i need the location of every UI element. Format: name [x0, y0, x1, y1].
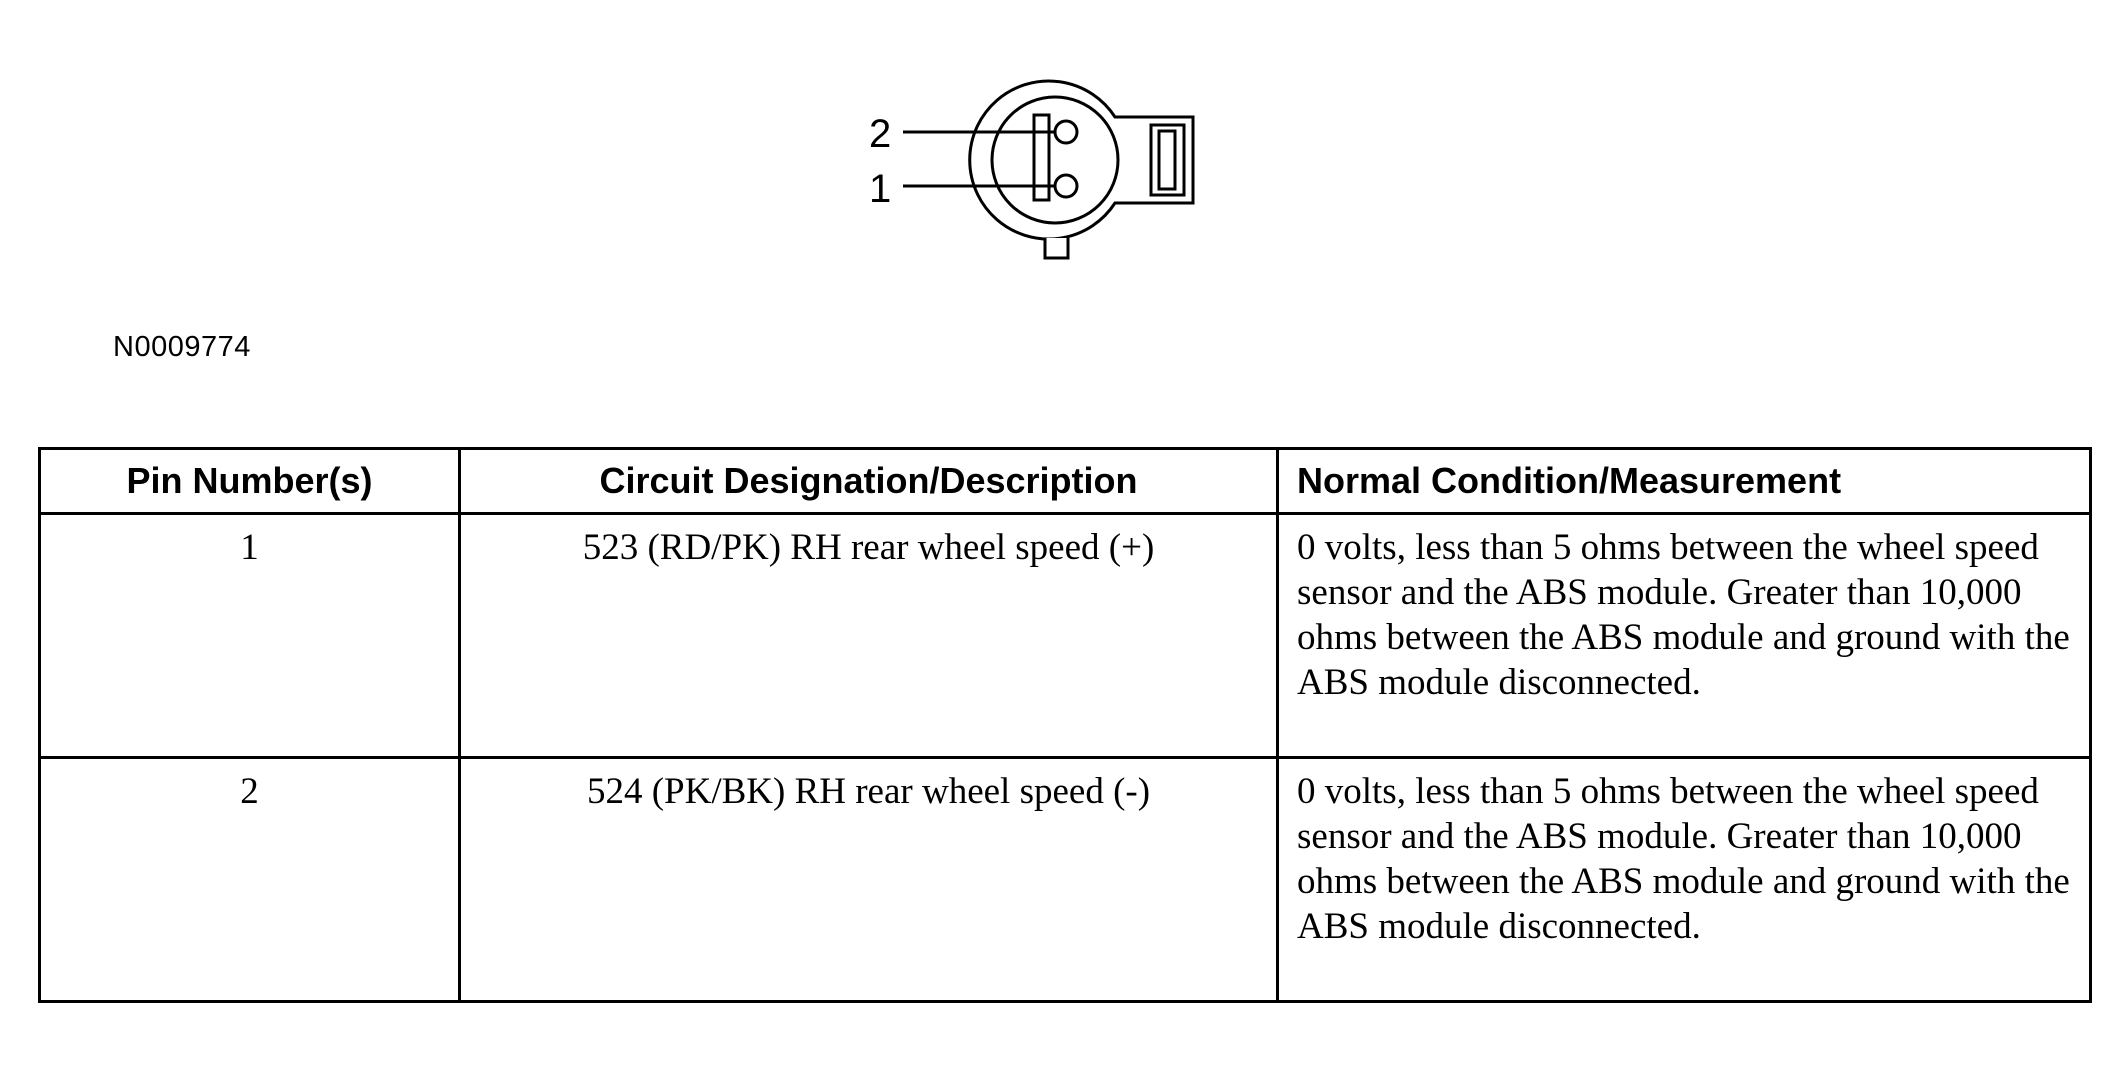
cell-circuit-description: 524 (PK/BK) RH rear wheel speed (-) — [460, 758, 1278, 1002]
table-row — [40, 514, 2091, 758]
cell-pin-number: 2 — [40, 758, 460, 1002]
table-row — [40, 758, 2091, 1002]
connector-diagram — [860, 68, 1210, 268]
cell-pin-number: 1 — [40, 514, 460, 758]
header-normal-condition: Normal Condition/Measurement — [1278, 449, 2091, 514]
pin-2-label: 2 — [869, 112, 892, 156]
cell-normal-condition: 0 volts, less than 5 ohms between the wheel speed sensor and the ABS module. Greater than 10,000 ohms between the ABS module and ground with the ABS module disconnected. — [1278, 514, 2091, 758]
pin-table — [38, 447, 2092, 1003]
cell-normal-condition: 0 volts, less than 5 ohms between the wheel speed sensor and the ABS module. Greater than 10,000 ohms between the ABS module and ground with the ABS module disconnected. — [1278, 758, 2091, 1002]
header-pin-numbers: Pin Number(s) — [40, 449, 460, 514]
table-header-row — [40, 449, 2091, 514]
header-circuit-designation: Circuit Designation/Description — [460, 449, 1278, 514]
cell-circuit-description: 523 (RD/PK) RH rear wheel speed (+) — [460, 514, 1278, 758]
pin-1-label: 1 — [869, 167, 892, 211]
figure-id: N0009774 — [113, 331, 251, 363]
